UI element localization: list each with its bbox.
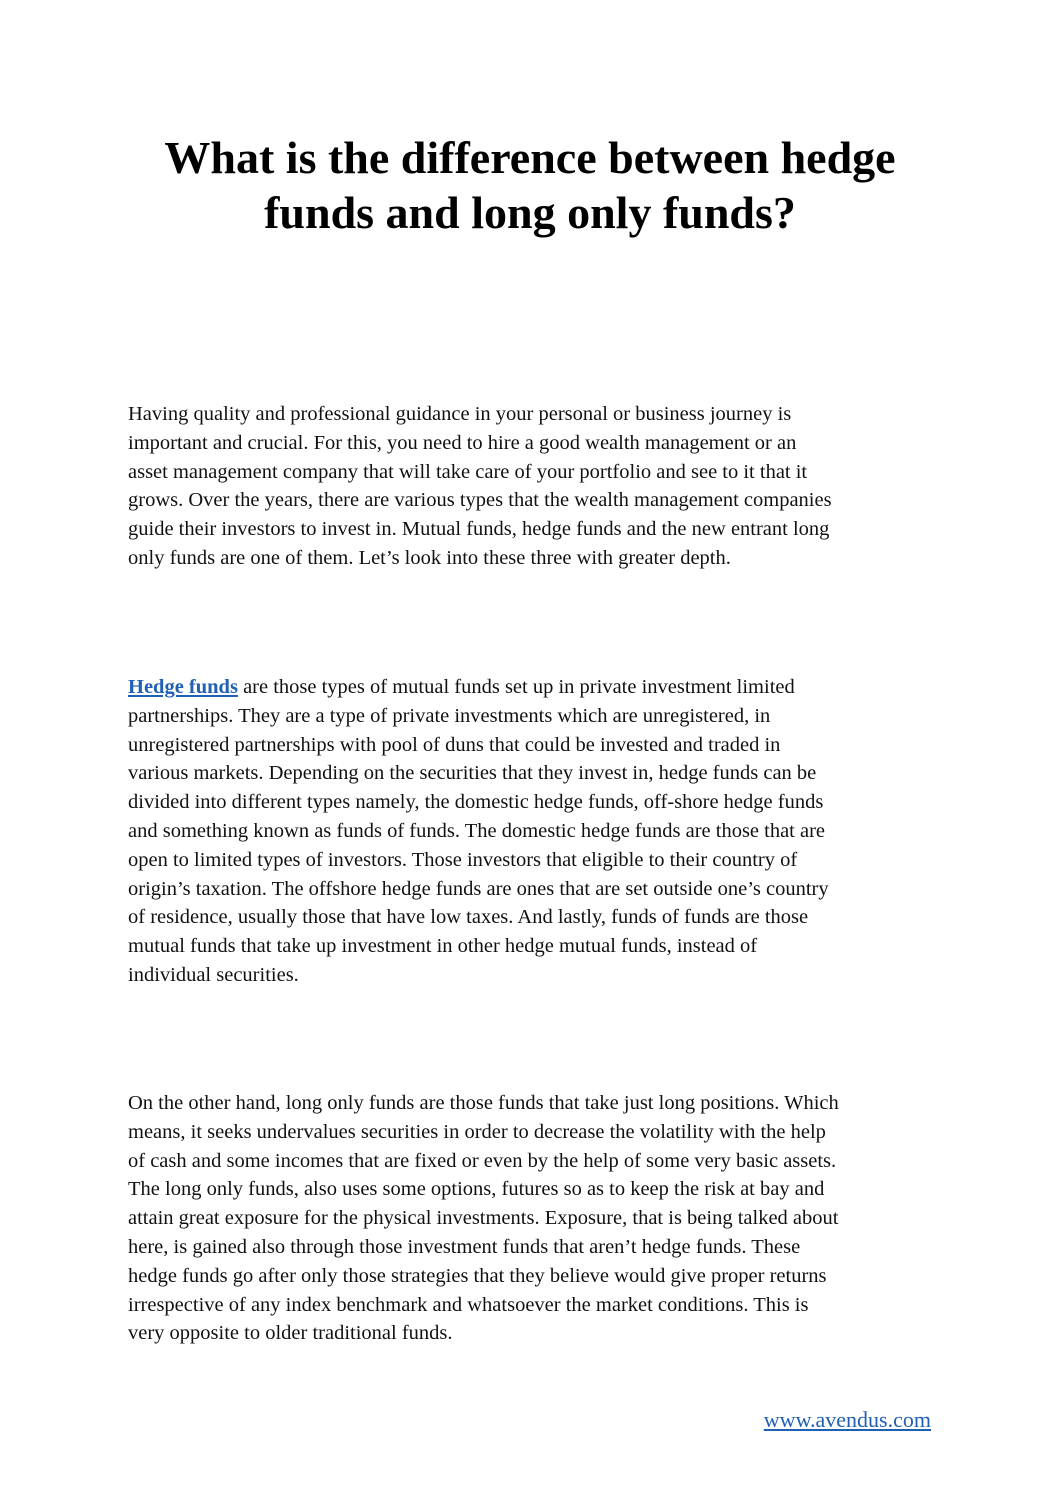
hedge-funds-paragraph	[128, 673, 938, 990]
text-line: open to limited types of investors. Those investors that eligible to their country of	[128, 848, 798, 871]
text-line: guide their investors to invest in. Mutual funds, hedge funds and the new entrant long	[128, 518, 830, 541]
intro-paragraph	[128, 400, 938, 573]
text-line: individual securities.	[128, 963, 299, 986]
hedge-funds-link[interactable]: Hedge funds	[128, 676, 238, 698]
text-line: various markets. Depending on the securities that they invest in, hedge funds can be	[128, 762, 817, 785]
text-line: divided into different types namely, the domestic hedge funds, off-shore hedge funds	[128, 791, 824, 814]
text-line: means, it seeks undervalues securities in order to decrease the volatility with the help	[128, 1120, 826, 1143]
title-line: What is the difference between hedge	[164, 132, 896, 183]
text-line: important and crucial. For this, you need to hire a good wealth management or an	[128, 431, 797, 454]
text-line: asset management company that will take care of your portfolio and see to it that it	[128, 460, 808, 483]
text-line: On the other hand, long only funds are those funds that take just long positions. Which	[128, 1092, 839, 1114]
text-line: only funds are one of them. Let’s look into these three with greater depth.	[128, 546, 731, 569]
text-line: partnerships. They are a type of private investments which are unregistered, in	[128, 704, 771, 727]
text-line: attain great exposure for the physical investments. Exposure, that is being talked about	[128, 1207, 839, 1230]
text-line: mutual funds that take up investment in other hedge mutual funds, instead of	[128, 935, 758, 958]
text-line: unregistered partnerships with pool of duns that could be invested and traded in	[128, 733, 781, 756]
text-line: of cash and some incomes that are fixed or even by the help of some very basic assets.	[128, 1149, 837, 1172]
text-line: and something known as funds of funds. The domestic hedge funds are those that are	[128, 819, 826, 842]
text-line: origin’s taxation. The offshore hedge funds are ones that are set outside one’s country	[128, 877, 829, 900]
text-fragment: are those types of mutual funds set up in private investment limited	[237, 676, 795, 698]
long-only-funds-paragraph	[128, 1089, 938, 1348]
text-line: The long only funds, also uses some options, futures so as to keep the risk at bay and	[128, 1178, 825, 1201]
text-line: of residence, usually those that have low taxes. And lastly, funds of funds are those	[128, 906, 809, 929]
text-line: very opposite to older traditional funds.	[128, 1322, 453, 1345]
page-title	[100, 130, 960, 240]
text-line: irrespective of any index benchmark and whatsoever the market conditions. This is	[128, 1293, 809, 1316]
text-line	[128, 673, 938, 702]
text-line: Having quality and professional guidance in your personal or business journey is	[128, 403, 792, 425]
text-line: grows. Over the years, there are various types that the wealth management companies	[128, 489, 832, 512]
title-line: funds and long only funds?	[264, 187, 796, 238]
text-line: here, is gained also through those investment funds that aren’t hedge funds. These	[128, 1235, 801, 1258]
text-line: hedge funds go after only those strategies that they believe would give proper returns	[128, 1264, 827, 1287]
footer-website-link[interactable]: www.avendus.com	[763, 1407, 931, 1432]
